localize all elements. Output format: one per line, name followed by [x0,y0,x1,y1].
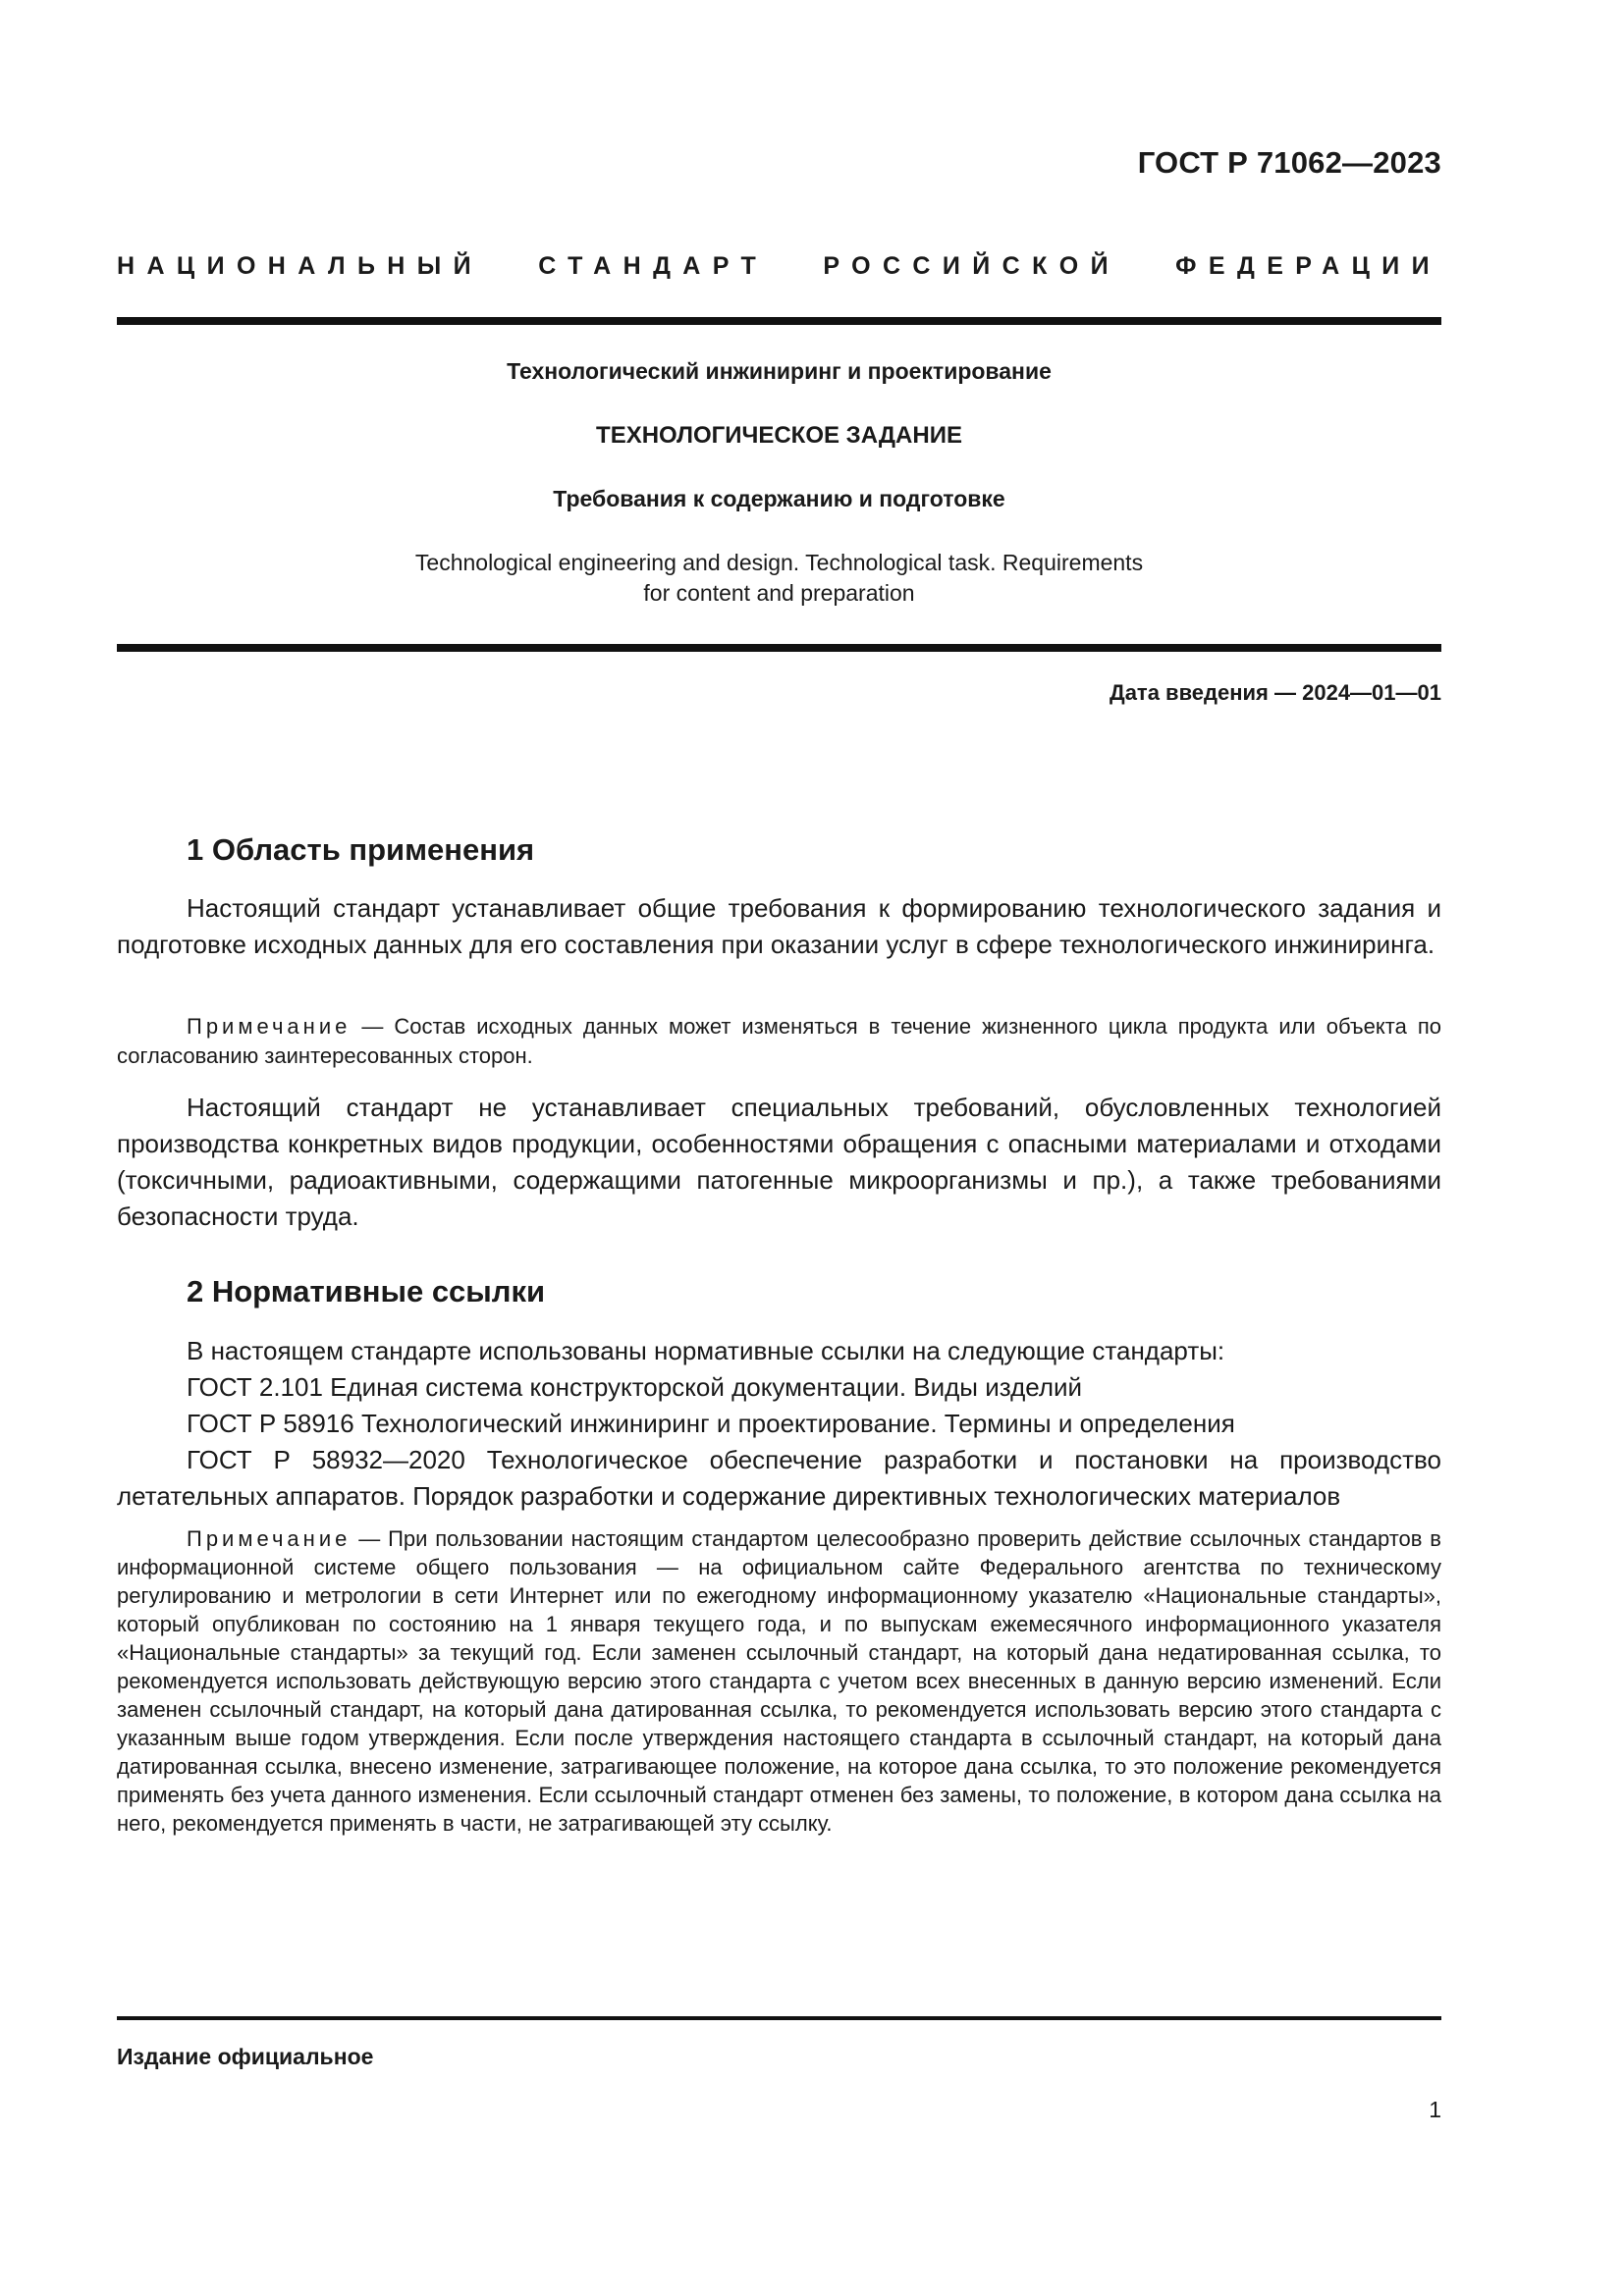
english-title [117,548,1441,609]
english-title-line-2: for content and preparation [643,580,915,606]
reference-item: ГОСТ Р 58916 Технологический инжиниринг и проектирование. Термины и определения [187,1409,1235,1438]
standard-title: ТЕХНОЛОГИЧЕСКОЕ ЗАДАНИЕ [596,422,962,449]
top-divider [117,317,1441,325]
normative-references [117,1333,1441,1515]
reference-item: ГОСТ Р 58932—2020 Технологическое обеспечение разработки и постановки на производство летательных аппаратов. Порядок разработки и содержание директивных технологических материалов [117,1445,1441,1511]
official-edition-label: Издание официальное [117,2044,374,2069]
section-2-heading: 2 Нормативные ссылки [187,1274,546,1308]
note-label: Примечание [187,1014,352,1039]
english-title-line-1: Technological engineering and design. Technological task. Requirements [414,550,1144,575]
introduction-date: Дата введения — 2024—01—01 [1110,680,1441,705]
national-standard-banner: НАЦИОНАЛЬНЫЙ СТАНДАРТ РОССИЙСКОЙ ФЕДЕРАЦИИ [117,252,1441,280]
section-1-heading: 1 Область применения [187,832,535,867]
section-2-note [117,1524,1441,1838]
standard-subtitle: Технологический инжиниринг и проектирование [507,358,1052,384]
section-1-note [117,1012,1441,1071]
page-number: 1 [1429,2097,1441,2122]
section-1-paragraph-1: Настоящий стандарт устанавливает общие требования к формированию технологического задания и подготовке исходных данных для его составления при оказании услуг в сфере технологического инжиниринга. [117,893,1441,959]
note-text: — При пользовании настоящим стандартом целесообразно проверить действие ссылочных стандартов в информационной системе общего пользования — на официальном сайте Федерального агентства по техническому регулированию и метрологии в сети Интернет или по ежегодному информационному указателю «Национальные стандарты», который опубликован по состоянию на 1 января текущего года, и по выпускам ежемесячного информационного указателя «Национальные стандарты» за текущий год. Если заменен ссылочный стандарт, на который дана недатированная ссылка, то рекомендуется использовать действующую версию этого стандарта с учетом всех внесенных в данную версию изменений. Если заменен ссылочный стандарт, на который дана датированная ссылка, то рекомендуется использовать версию этого стандарта с указанным выше годом утверждения. Если после утверждения настоящего стандарта в ссылочный стандарт, на который дана датированная ссылка, внесено изменение, затрагивающее положение, на которое дана ссылка, то это положение рекомендуется применять без учета данного изменения. Если ссылочный стандарт отменен без замены, то положение, в котором дана ссылка на него, рекомендуется применять в части, не затрагивающей эту ссылку. [117,1526,1441,1836]
title-divider [117,644,1441,652]
standard-part-title: Требования к содержанию и подготовке [553,486,1005,511]
references-intro: В настоящем стандарте использованы нормативные ссылки на следующие стандарты: [187,1336,1225,1365]
section-1-paragraph-2: Настоящий стандарт не устанавливает специальных требований, обусловленных технологией производства конкретных видов продукции, особенностями обращения с опасными материалами и отходами (токсичными, радиоактивными, содержащими патогенные микроорганизмы и пр.), а также требованиями безопасности труда. [117,1093,1441,1231]
document-number: ГОСТ Р 71062—2023 [1137,145,1441,180]
footer-divider [117,2016,1441,2020]
note-text: — Состав исходных данных может изменяться в течение жизненного цикла продукта или объекта по согласованию заинтересованных сторон. [117,1014,1441,1068]
note-label: Примечание [187,1526,352,1551]
reference-item: ГОСТ 2.101 Единая система конструкторской документации. Виды изделий [187,1372,1083,1402]
